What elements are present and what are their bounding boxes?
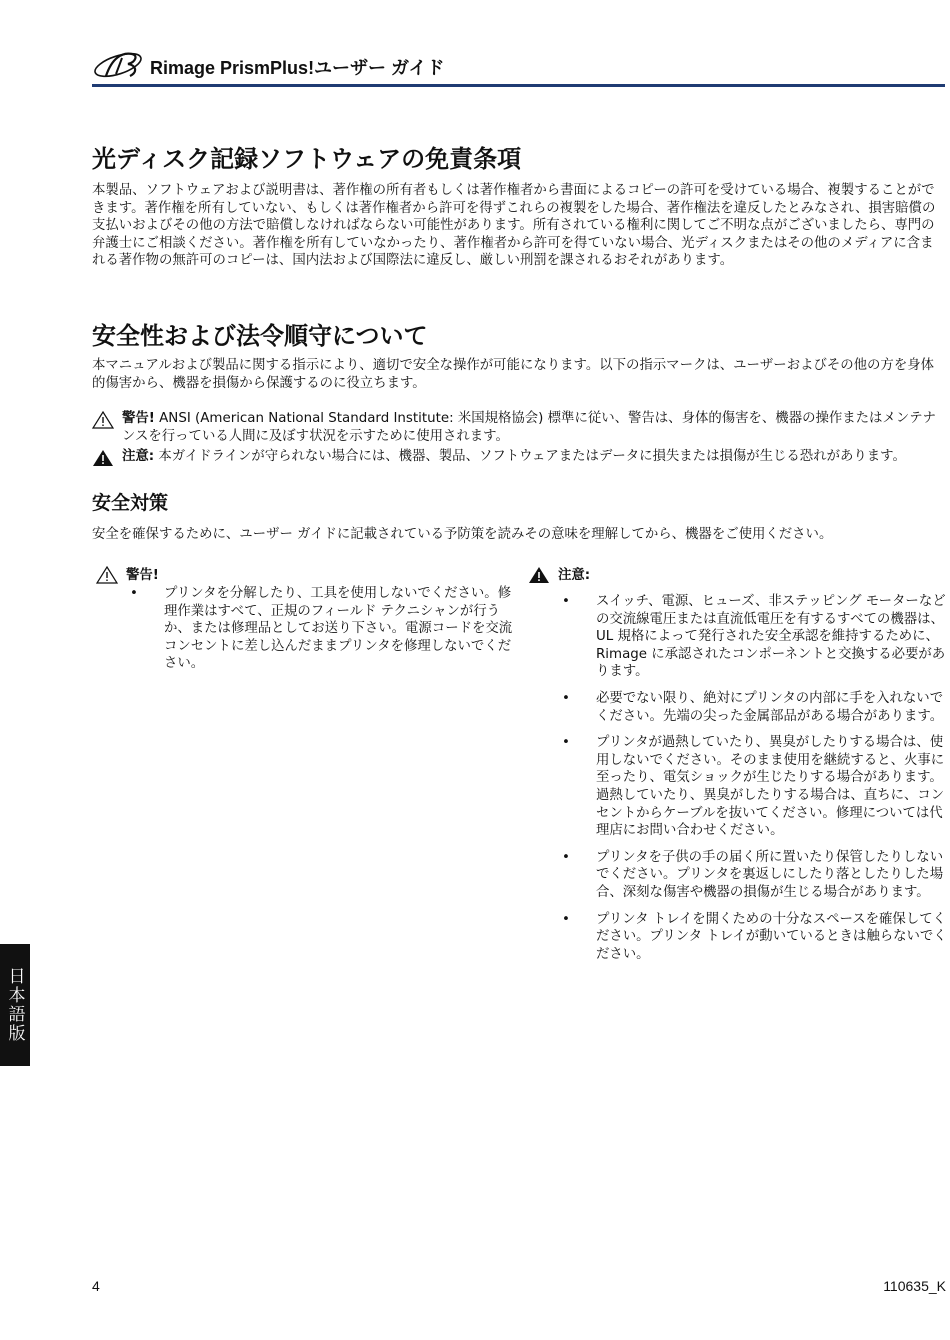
header-title: Rimage PrismPlus!ユーザー ガイド [150, 58, 445, 78]
disclaimer-title: 光ディスク記録ソフトウェアの免責条項 [92, 145, 522, 173]
bullet: • [562, 735, 570, 751]
language-side-tab-label: 日本語版 [4, 967, 25, 1043]
caution-column [528, 566, 948, 972]
caution-notice [92, 448, 948, 466]
page-number: 4 [92, 1278, 100, 1294]
precautions-title: 安全対策 [92, 492, 169, 514]
bullet: • [562, 849, 570, 865]
caution-label: 注意: [122, 449, 155, 464]
caution-text: 本ガイドラインが守られない場合には、機器、製品、ソフトウェアまたはデータに損失または損傷が生じる恐れがあります。 [154, 449, 906, 464]
rimage-logo-icon [92, 48, 148, 82]
list-item [528, 690, 948, 725]
warning-list [96, 585, 516, 673]
bullet: • [562, 911, 570, 927]
list-item [528, 593, 948, 681]
safety-section [92, 320, 945, 392]
bullet: • [562, 690, 570, 706]
precautions-intro: 安全を確保するために、ユーザー ガイドに記載されている予防策を読みその意味を理解してから、機器をご使用ください。 [92, 527, 833, 542]
bullet: • [130, 586, 138, 601]
header-rule [92, 84, 945, 87]
caution-column-label: 注意: [558, 568, 591, 583]
caution-filled-icon [92, 449, 114, 467]
list-item-text: プリンタを分解したり、工具を使用しないでください。修理作業はすべて、正規のフィールド テクニシャンが行うか、または修理品としてお送り下さい。電源コードを交流コンセントに差し込んだままプリンタを修理しないでください。 [164, 586, 513, 672]
safety-title: 安全性および法令順守について [92, 322, 428, 350]
safety-intro: 本マニュアルおよび製品に関する指示により、適切で安全な操作が可能になります。以下の指示マークは、ユーザーおよびその他の方を身体的傷害から、機器を損傷から保護するのに役立ちます。 [92, 358, 934, 391]
warning-outline-icon [96, 566, 118, 584]
list-item-text: スイッチ、電源、ヒューズ、非ステッピング モーターなどの交流線電圧または直流低電圧を有するすべての機器は、UL 規格によって発行された安全承認を維持するために、Rimage に承認されたコンポーネントと交換する必要があります。 [596, 594, 946, 680]
precautions-section [92, 490, 945, 544]
list-item-text: プリンタが過熱していたり、異臭がしたりする場合は、使用しないでください。そのまま使用を継続すると、火事に至ったり、電気ショックが生じたりする場合があります。過熱していたり、異臭がしたりする場合は、直ちに、コンセントからケーブルを抜いてください。修理については代理店にお問い合わせください。 [596, 735, 945, 839]
disclaimer-section [92, 143, 945, 270]
language-side-tab [0, 944, 30, 1066]
disclaimer-body: 本製品、ソフトウェアおよび説明書は、著作権の所有者もしくは著作権者から書面によるコピーの許可を受けている場合、複製することができます。著作権を所有していない、もしくは著作権者から許可を得ずこれらの複製をした場合、著作権法を違反したとみなされ、損害賠償の支払いおよびその他の方法で賠償しなければならない可能性があります。所有されている権利に関してご不明な点がございましたら、専門の弁護士にご相談ください。著作権を所有していなかったり、著作権者から許可を得ていない場合、光ディスクまたはその他のメディアに含まれる著作物の無許可のコピーは、国内法および国際法に違反し、厳しい刑罰を課されるおそれがあります。 [92, 183, 936, 269]
list-item [528, 734, 948, 840]
page-header [92, 48, 945, 88]
warning-outline-icon [92, 411, 114, 429]
caution-list [528, 593, 948, 963]
warning-notice [92, 410, 948, 445]
bullet: • [562, 594, 570, 609]
document-number: 110635_K [883, 1278, 946, 1294]
list-item-text: プリンタを子供の手の届く所に置いたり保管したりしないでください。プリンタを裏返しにしたり落としたりした場合、深刻な傷害や機器の損傷が生じる場合があります。 [596, 849, 944, 900]
warning-column-label: 警告! [126, 568, 159, 583]
list-item [528, 849, 948, 902]
list-item-text: プリンタ トレイを開くための十分なスペースを確保してください。プリンタ トレイが動いているときは触らないでください。 [596, 911, 947, 962]
caution-filled-icon [528, 566, 550, 584]
warning-column [96, 566, 516, 682]
list-item [96, 585, 516, 673]
list-item [528, 911, 948, 964]
warning-label: 警告! [122, 411, 155, 426]
warning-text: ANSI (American National Standard Institute: 米国規格協会) 標準に従い、警告は、身体的傷害を、機器の操作またはメンテナンスを行っている人間に及ぼす状況を示すために使用されます。 [122, 411, 936, 444]
list-item-text: 必要でない限り、絶対にプリンタの内部に手を入れないでください。先端の尖った金属部品がある場合があります。 [596, 690, 944, 724]
